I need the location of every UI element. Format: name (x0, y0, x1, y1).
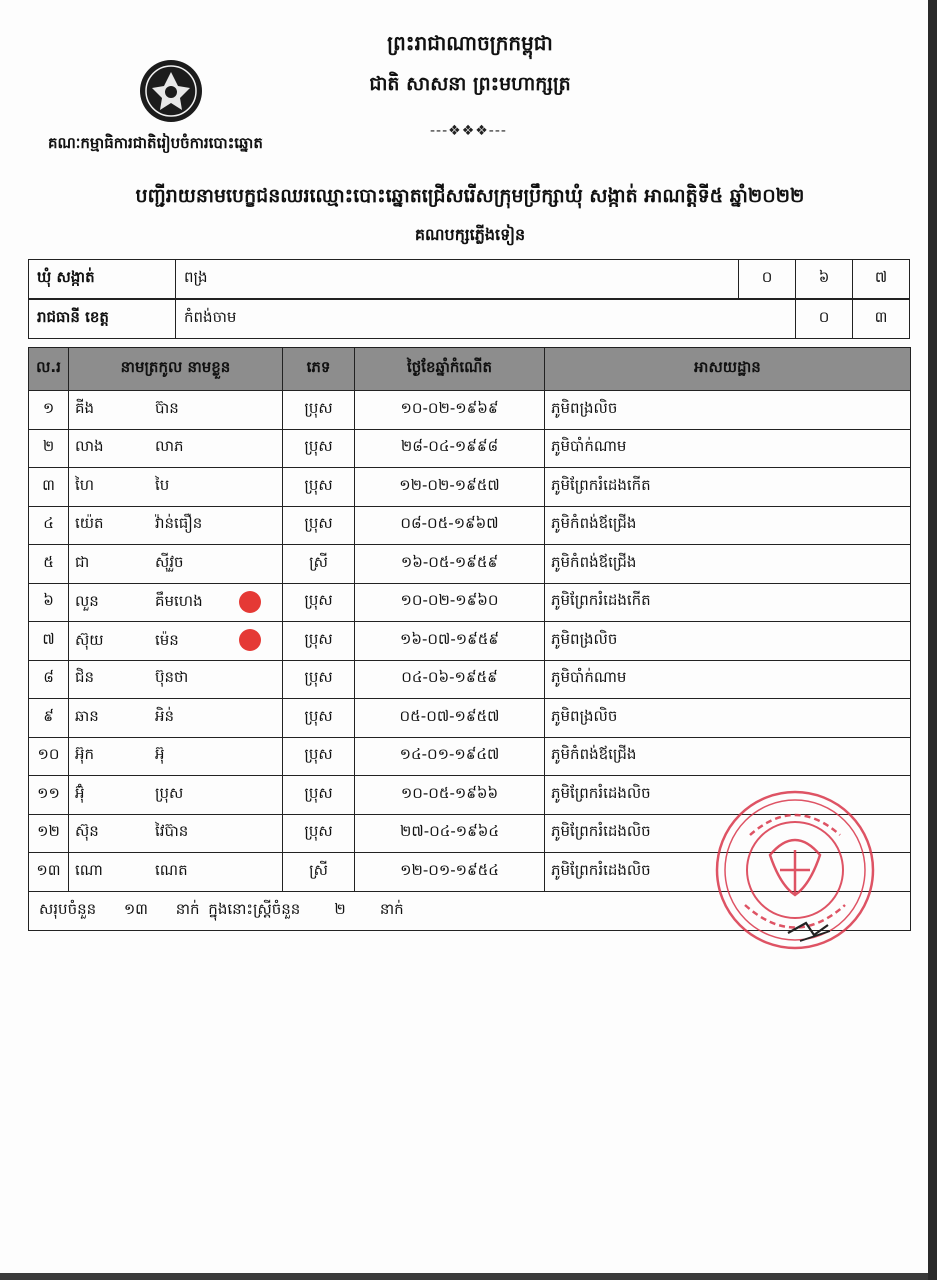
given-name: បៃ (155, 475, 170, 494)
table-row (29, 737, 911, 776)
row-number: ១០ (29, 737, 69, 776)
table-row (29, 622, 911, 661)
row-number: ២ (29, 429, 69, 468)
row-number: ៤ (29, 506, 69, 545)
family-name: ជិន (75, 668, 95, 687)
address: ភូមិកំពង់ឪជ្រើង (545, 506, 911, 545)
col-header-sex: ភេទ (283, 348, 355, 391)
given-name: គឹមហេង (155, 592, 203, 610)
address: ភូមិបាំក់ណាម (545, 429, 911, 468)
total-label: សរុបចំនួន (39, 899, 97, 918)
family-name: ជា (75, 552, 90, 571)
given-name: អ៊ុ (155, 745, 165, 764)
red-marker-icon (239, 591, 261, 613)
row-number: ៩ (29, 699, 69, 738)
table-row (29, 506, 911, 545)
col-header-dob: ថ្ងៃខែឆ្នាំកំណើត (355, 348, 545, 391)
given-name: ណេត (155, 860, 188, 879)
family-name: អ៊ុក (75, 745, 95, 764)
date-of-birth: ១២-០១-១៩៥៤ (355, 853, 545, 892)
candidate-name (69, 391, 283, 430)
sex: ប្រុស (283, 776, 355, 815)
province-code-digit: ០ (796, 300, 853, 339)
row-number: ៣ (29, 468, 69, 507)
family-name: ស៊ុយ (75, 630, 104, 649)
family-name: អ៊ុំ (75, 783, 85, 802)
given-name: ប៊ាន (155, 398, 179, 417)
col-header-number: ល.រ (29, 348, 69, 391)
given-name: ប៊ុនថា (155, 668, 189, 687)
sex: ប្រុស (283, 660, 355, 699)
organization-name: គណៈកម្មាធិការជាតិរៀបចំការបោះឆ្នោត (48, 134, 263, 152)
family-name: ឆាន (75, 706, 99, 725)
ornament-divider: ---❖❖❖--- (430, 123, 507, 139)
date-of-birth: ២៧-០៤-១៩៦៤ (355, 814, 545, 853)
candidate-name (69, 814, 283, 853)
sex: ប្រុស (283, 429, 355, 468)
commune-row (28, 259, 910, 299)
total-unit: នាក់ (175, 899, 200, 918)
row-number: ៧ (29, 622, 69, 661)
sex: ប្រុស (283, 622, 355, 661)
family-name: ស៊ុន (75, 822, 99, 841)
row-number: ១ (29, 391, 69, 430)
total-count: ១៣ (123, 899, 148, 918)
sex: ប្រុស (283, 814, 355, 853)
commune-code-digit: ៧ (853, 260, 910, 299)
candidate-name (69, 468, 283, 507)
row-number: ១២ (29, 814, 69, 853)
address: ភូមិកំពង់ឪជ្រើង (545, 737, 911, 776)
given-name: ប្រុស (155, 783, 184, 802)
sex: ប្រុស (283, 737, 355, 776)
document-title: បញ្ជីរាយនាមបេក្ខជនឈរឈ្មោះបោះឆ្នោតជ្រើសរើសក្រុមប្រឹក្សាឃុំ សង្កាត់ អាណត្តិទី៥ ឆ្នាំ២០២២ (135, 185, 805, 207)
col-header-name: នាមត្រកូល នាមខ្លួន (69, 348, 283, 391)
family-name: យ៉េត (75, 514, 104, 533)
date-of-birth: ០៨-០៥-១៩៦៧ (355, 506, 545, 545)
province-label: រាជធានី ខេត្ត (29, 300, 176, 339)
candidate-name (69, 622, 283, 661)
candidate-name (69, 776, 283, 815)
given-name: ស៊ីវួច (155, 552, 184, 571)
table-row (29, 468, 911, 507)
candidate-name (69, 699, 283, 738)
row-number: ១៣ (29, 853, 69, 892)
address: ភូមិបាំក់ណាម (545, 660, 911, 699)
address: ភូមិព្រែករំដេងលិច (545, 814, 911, 853)
province-row (28, 299, 910, 339)
party-name: គណបក្សភ្លើងទៀន (414, 225, 526, 244)
given-name: ម៉េន (155, 630, 179, 649)
table-row (29, 391, 911, 430)
sex: ប្រុស (283, 468, 355, 507)
date-of-birth: ១០-០២-១៩៦០ (355, 583, 545, 622)
sex: ស្រី (283, 545, 355, 584)
sex: ប្រុស (283, 699, 355, 738)
given-name: លាភ (155, 437, 184, 456)
address: ភូមិពង្រលិច (545, 699, 911, 738)
candidate-name (69, 583, 283, 622)
date-of-birth: ២៨-០៤-១៩៩៨ (355, 429, 545, 468)
female-label: ក្នុងនោះស្ត្រីចំនួន (208, 899, 301, 918)
table-row (29, 429, 911, 468)
candidate-name (69, 737, 283, 776)
given-name: អិន់ (155, 706, 175, 725)
date-of-birth: ១០-០៥-១៩៦៦ (355, 776, 545, 815)
given-name: វៃប៊ាន (155, 822, 189, 841)
col-header-address: អាសយដ្ឋាន (545, 348, 911, 391)
commune-code-digit: ០ (739, 260, 796, 299)
sex: ប្រុស (283, 506, 355, 545)
official-seal-icon (710, 785, 880, 965)
address: ភូមិព្រែករំដេងកើត (545, 583, 911, 622)
date-of-birth: ១៦-០៥-១៩៥៩ (355, 545, 545, 584)
candidate-name (69, 660, 283, 699)
address: ភូមិកំពង់ឪជ្រើង (545, 545, 911, 584)
sex: ប្រុស (283, 583, 355, 622)
address: ភូមិពង្រលិច (545, 622, 911, 661)
candidate-name (69, 545, 283, 584)
candidate-name (69, 853, 283, 892)
family-name: ហៃ (75, 475, 95, 494)
sex: ប្រុស (283, 391, 355, 430)
row-number: ១១ (29, 776, 69, 815)
date-of-birth: ១៦-០៧-១៩៥៩ (355, 622, 545, 661)
sex: ស្រី (283, 853, 355, 892)
nec-emblem-icon (138, 58, 204, 124)
date-of-birth: ១០-០២-១៩៦៩ (355, 391, 545, 430)
family-name: ណោ (75, 860, 103, 879)
family-name: លាង (75, 437, 104, 456)
table-row (29, 660, 911, 699)
address: ភូមិព្រែករំដេងលិច (545, 776, 911, 815)
province-code-digit: ៣ (853, 300, 910, 339)
row-number: ៨ (29, 660, 69, 699)
candidate-name (69, 429, 283, 468)
red-marker-icon (239, 629, 261, 651)
female-count: ២ (334, 899, 346, 918)
table-row (29, 699, 911, 738)
family-name: គីង (75, 398, 95, 417)
national-motto: ជាតិ សាសនា ព្រះមហាក្សត្រ (369, 73, 571, 95)
table-row (29, 545, 911, 584)
family-name: លួន (75, 592, 99, 610)
row-number: ៥ (29, 545, 69, 584)
commune-code-digit: ៦ (796, 260, 853, 299)
given-name: វ៉ាន់ធឿន (155, 514, 203, 533)
female-unit: នាក់ (379, 899, 404, 918)
address: ភូមិពង្រលិច (545, 391, 911, 430)
date-of-birth: ០៤-០៦-១៩៥៩ (355, 660, 545, 699)
kingdom-heading: ព្រះរាជាណាចក្រកម្ពុជា (387, 31, 553, 55)
date-of-birth: ១២-០២-១៩៥៧ (355, 468, 545, 507)
commune-name: ពង្រ (176, 260, 739, 299)
date-of-birth: ១៤-០១-១៩៤៧ (355, 737, 545, 776)
table-row (29, 583, 911, 622)
address: ភូមិព្រែករំដេងកើត (545, 468, 911, 507)
address: ភូមិព្រែករំដេងលិច (545, 853, 911, 892)
candidate-name (69, 506, 283, 545)
date-of-birth: ០៥-០៧-១៩៥៧ (355, 699, 545, 738)
commune-label: ឃុំ សង្កាត់ (29, 260, 176, 299)
row-number: ៦ (29, 583, 69, 622)
province-name: កំពង់ចាម (176, 300, 796, 339)
